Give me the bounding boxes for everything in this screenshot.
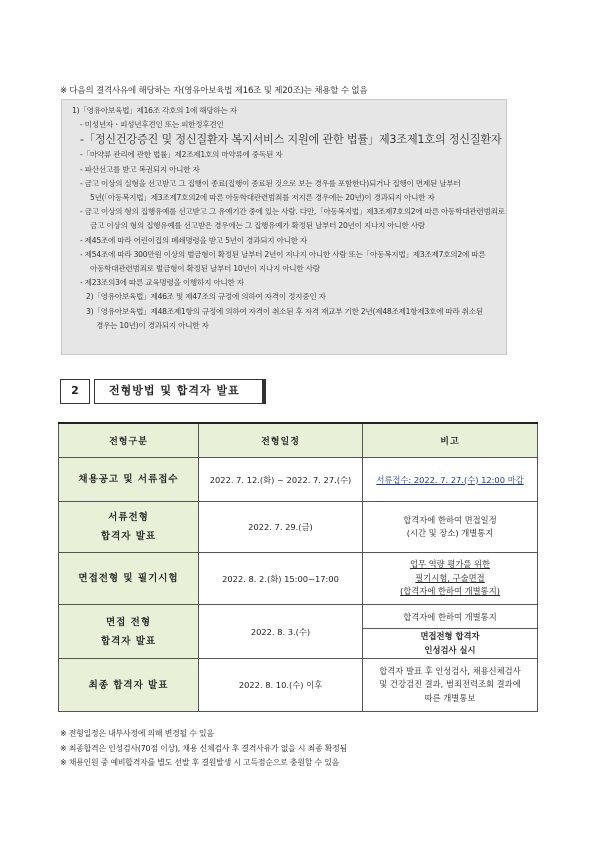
table-header-row (59, 423, 538, 458)
disqualification-item: 3)「영유아보육법」제48조제1항의 규정에 의하여 자격이 취소된 후 자격 재교부 기한 2년(제48조제1항제3호에 따라 취소된 (86, 306, 483, 316)
disqualification-item: - 제45조에 따라 어린이집의 폐쇄명령을 받고 5년이 경과되지 아니한 자 (80, 235, 308, 245)
schedule-cell: 2022. 8. 3.(수) (199, 605, 363, 659)
disqualification-item: - 파산선고를 받고 복권되지 아니한 자 (80, 164, 200, 174)
table-row (59, 502, 538, 553)
note-cell: 합격자에 한하여 개별통지 (363, 605, 538, 629)
disqualification-item: 5년(「아동복지법」제3조제7호의2에 따른 아동학대관련범죄를 저지른 경우에는 20년)이 경과되지 아니한 자 (90, 193, 435, 203)
disqualification-item: - 금고 이상의 형의 집행유예를 선고받고 그 유예기간 중에 있는 사람. 다만,「아동복지법」제3조제7호의2에 따른 아동학대관련범죄로 (80, 207, 505, 217)
disqualification-notice: ※ 다음의 결격사유에 해당하는 자(영유아보육법 제16조 및 제20조)는 채용할 수 없음 (60, 86, 368, 96)
column-header: 비고 (363, 423, 538, 458)
disqualification-item: - 미성년자ㆍ피성년후견인 또는 피한정후견인 (80, 120, 224, 130)
stage-cell: 면접전형 및 필기시험 (59, 553, 199, 605)
schedule-table (58, 422, 538, 712)
schedule-cell: 2022. 8. 10.(수) 이후 (199, 659, 363, 712)
footnote: ※ 채용인원 중 예비합격자를 별도 선발 후 결원발생 시 고득점순으로 충원할 수 있음 (60, 758, 340, 768)
disqualification-item: 금고 이상의 형의 집행유예를 선고받은 경우에는 그 집행유예가 확정된 날부터 20년이 지나지 아니한 사람 (90, 221, 425, 231)
section-title: 전형방법 및 합격자 발표 (94, 379, 266, 404)
footnote: ※ 최종합격은 인성검사(70점 이상), 채용 신체검사 후 결격사유가 없을 시 최종 확정됨 (60, 743, 348, 753)
disqualification-item: -「마약류 관리에 관한 법률」제2조제1호의 마약류에 중독된 자 (80, 150, 283, 160)
stage-cell: 서류전형 합격자 발표 (59, 502, 199, 553)
schedule-cell: 2022. 8. 2.(화) 15:00~17:00 (199, 553, 363, 605)
note-cell: 합격자에 한하여 면접일정 (시간 및 장소) 개별통지 (363, 502, 538, 553)
section-header (60, 379, 266, 404)
table-row (59, 458, 538, 502)
disqualification-item: 아동학대관련범죄로 벌금형이 확정된 날부터 10년이 지나지 아니한 사람 (90, 264, 320, 274)
schedule-cell: 2022. 7. 12.(화) ~ 2022. 7. 27.(수) (199, 458, 363, 502)
disqualification-item: - 금고 이상의 실형을 선고받고 그 집행이 종료(집행이 종료된 것으로 보는 경우를 포함한다)되거나 집행이 면제된 날부터 (80, 178, 461, 188)
note-cell: 면접전형 합격자 인성검사 실시 (363, 629, 538, 659)
table-row (59, 605, 538, 629)
column-header: 전형일정 (199, 423, 363, 458)
stage-cell: 최종 합격자 발표 (59, 659, 199, 712)
schedule-cell: 2022. 7. 29.(금) (199, 502, 363, 553)
column-header: 전형구분 (59, 423, 199, 458)
section-number: 2 (60, 379, 90, 404)
disqualification-box (61, 99, 507, 355)
footnote: ※ 전형일정은 내부사정에 의해 변경될 수 있음 (60, 729, 214, 738)
disqualification-item: - 제54조에 따라 300만원 이상의 벌금형이 확정된 날부터 2년이 지나지 아니한 사람 또는「아동복지법」제3조제7호의2에 따른 (80, 249, 486, 259)
disqualification-item: - 제23조의3에 따른 교육명령을 이행하지 아니한 자 (80, 278, 244, 288)
note-cell: 합격자 발표 후 인성검사, 채용신체검사 및 건강검진 결과, 범죄전력조회 결과에 따른 개별통보 (363, 659, 538, 712)
disqualification-item: 2)「영유아보육법」제46조 및 제47조의 규정에 의하여 자격이 정지중인 자 (86, 292, 326, 302)
disqualification-item: -「정신건강증진 및 정신질환자 복지서비스 지원에 관한 법률」제3조제1호의 정신질환자 (80, 133, 502, 147)
note-cell (363, 458, 538, 502)
stage-cell: 채용공고 및 서류접수 (59, 458, 199, 502)
deadline-link[interactable]: 서류접수: 2022. 7. 27.(수) 12:00 마감 (376, 474, 524, 485)
table-row (59, 659, 538, 712)
footnotes (60, 727, 347, 771)
note-cell: 업무 역량 평가를 위한 필기시험, 구술면접 (합격자에 한하여 개별통지) (363, 553, 538, 605)
disqualification-item: 1)「영유아보육법」제16조 각호의 1에 해당하는 자 (72, 106, 237, 115)
stage-cell: 면접 전형 합격자 발표 (59, 605, 199, 659)
table-row (59, 553, 538, 605)
disqualification-item: 경우는 10년)이 경과되지 아니한 자 (96, 320, 209, 330)
